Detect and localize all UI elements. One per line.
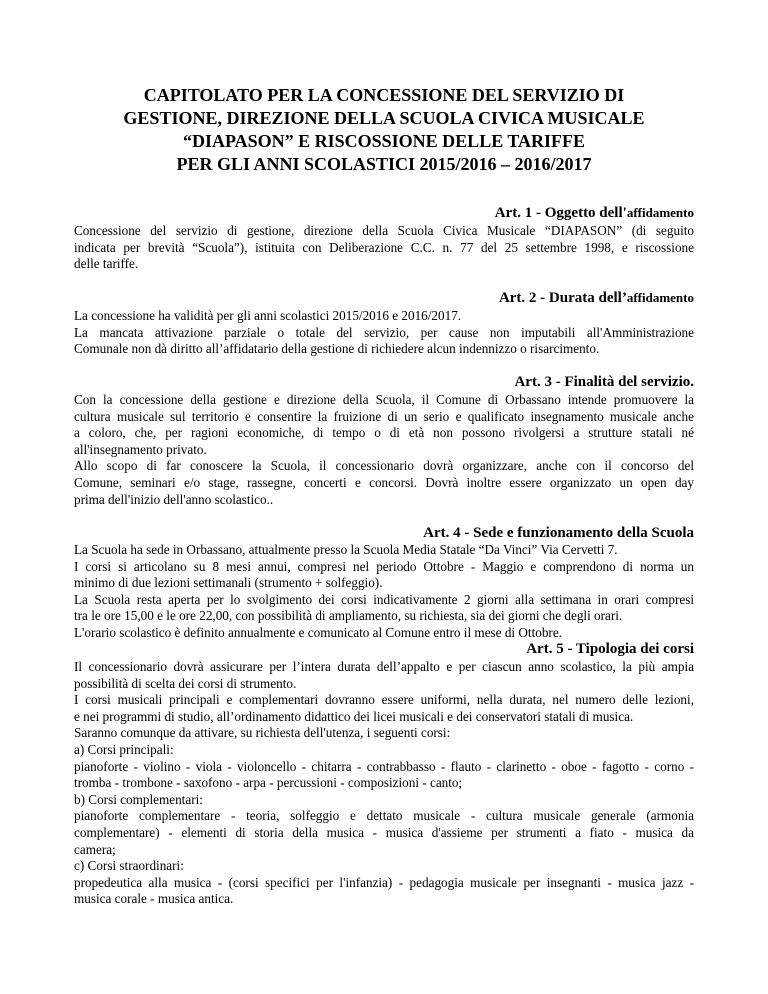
- article-3-heading: Art. 3 - Finalità del servizio.: [514, 374, 694, 390]
- text-line: complementare) - elementi di storia della musica - musica d'assieme per strumenti a fiato - musica da: [74, 824, 694, 840]
- text-line: all'insegnamento privato.: [74, 441, 207, 457]
- text-line: pianoforte - violino - viola - violoncello - chitarra - contrabbasso - flauto - clarinetto - oboe - fagotto - corno -: [74, 758, 694, 774]
- text-line: tromba - trombone - saxofono - arpa - percussioni - composizioni - canto;: [74, 775, 463, 791]
- text-line: La Scuola ha sede in Orbassano, attualmente presso la Scuola Media Statale “Da Vinci” Via Cervetti 7.: [74, 542, 618, 557]
- text-line: camera;: [74, 841, 116, 857]
- text-line: L'orario scolastico è definito annualmente e comunicato al Comune entro il mese di Ottobre.: [74, 624, 562, 640]
- text-line: Con la concessione della gestione e direzione della Scuola, il Comune di Orbassano intende promuovere la: [74, 392, 694, 407]
- article-3-text: [74, 392, 694, 508]
- title-line: PER GLI ANNI SCOLASTICI 2015/2016 – 2016/2017: [176, 154, 592, 174]
- text-line: pianoforte complementare - teoria, solfeggio e dettato musicale - cultura musicale generale (armonia: [74, 808, 694, 824]
- text-line: I corsi si articolano su 8 mesi annui, compresi nel periodo Ottobre - Maggio e comprendono di norma un: [74, 558, 694, 574]
- text-line: cultura musicale sul territorio e consentire la fruizione di un serio e qualificato insegnamento musicale anche: [74, 408, 694, 424]
- article-5-text: [74, 659, 694, 908]
- text-line: Comune, seminari e/o stage, rassegne, concerti e concorsi. Dovrà inoltre essere organizzato un open day: [74, 474, 694, 490]
- text-line: Allo scopo di far conoscere la Scuola, il concessionario dovrà organizzare, anche con il concorso del: [74, 458, 694, 474]
- title-line: GESTIONE, DIREZIONE DELLA SCUOLA CIVICA MUSICALE: [123, 108, 645, 128]
- text-line: c) Corsi straordinari:: [74, 858, 184, 874]
- text-line: La mancata attivazione parziale o totale del servizio, per cause non imputabili all'Amministrazione: [74, 324, 694, 340]
- article-5-heading: Art. 5 - Tipologia dei corsi: [526, 641, 694, 657]
- article-2-text: [74, 308, 694, 358]
- text-line: Il concessionario dovrà assicurare per l’intera durata dell’appalto e per ciascun anno scolastico, la più ampia: [74, 659, 694, 674]
- text-line: a) Corsi principali:: [74, 741, 174, 757]
- title-line: CAPITOLATO PER LA CONCESSIONE DEL SERVIZIO DI: [143, 85, 625, 105]
- text-line: a coloro, che, per ragioni economiche, di tempo o di età non possono rivolgersi a strutture statali né: [74, 425, 694, 441]
- article-1-text: [74, 223, 694, 273]
- text-line: I corsi musicali principali e complementari dovranno essere uniformi, nella durata, nel numero delle lezioni,: [74, 692, 694, 708]
- text-line: prima dell'inizio dell'anno scolastico..: [74, 491, 274, 507]
- text-line: delle tariffe.: [74, 256, 139, 272]
- article-1-heading: Art. 1 - Oggetto dell'affidamento: [494, 205, 694, 221]
- text-line: musica corale - musica antica.: [74, 891, 234, 907]
- text-line: La concessione ha validità per gli anni scolastici 2015/2016 e 2016/2017.: [74, 308, 462, 323]
- text-line: e nei programmi di studio, all’ordinamento didattico dei licei musicali e dei conservatori statali di musica.: [74, 708, 634, 724]
- document-title: [60, 84, 708, 176]
- text-line: propedeutica alla musica - (corsi specifici per l'infanzia) - pedagogia musicale per insegnanti - musica jazz -: [74, 874, 694, 890]
- article-4-text: [74, 542, 694, 642]
- text-line: Saranno comunque da attivare, su richiesta dell'utenza, i seguenti corsi:: [74, 725, 451, 741]
- text-line: indicata per brevità “Scuola”), istituita con Deliberazione C.C. n. 77 del 25 settembre 1998, e riscossione: [74, 239, 694, 255]
- text-line: tra le ore 15,00 e le ore 22,00, con possibilità di ampliamento, su richiesta, sia dei giorni che degli orari.: [74, 608, 623, 624]
- article-2-heading: Art. 2 - Durata dell’affidamento: [498, 290, 694, 306]
- text-line: Concessione del servizio di gestione, direzione della Scuola Civica Musicale “DIAPASON” (di seguito: [74, 223, 694, 238]
- article-4-heading: Art. 4 - Sede e funzionamento della Scuola: [423, 525, 694, 541]
- text-line: La Scuola resta aperta per lo svolgimento dei corsi indicativamente 2 giorni alla settimana in orari compresi: [74, 591, 694, 607]
- text-line: Comunale non dà diritto all’affidatario della gestione di richiedere alcun indennizzo o risarcimento.: [74, 341, 600, 357]
- text-line: b) Corsi complementari:: [74, 791, 203, 807]
- text-line: minimo di due lezioni settimanali (strumento + solfeggio).: [74, 575, 383, 591]
- text-line: possibilità di scelta dei corsi di strumento.: [74, 675, 297, 691]
- title-line: “DIAPASON” E RISCOSSIONE DELLE TARIFFE: [182, 131, 586, 151]
